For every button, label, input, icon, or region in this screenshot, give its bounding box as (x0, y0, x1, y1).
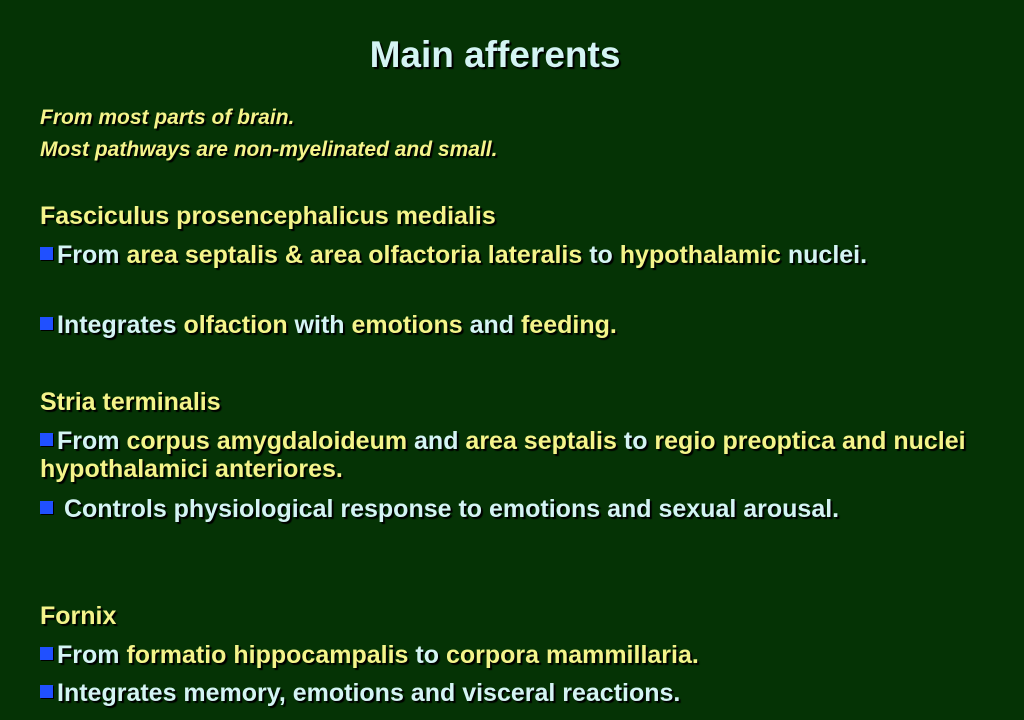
bullet-item (40, 427, 990, 483)
bullet-text: with (287, 311, 352, 339)
bullet-text: to (616, 427, 655, 455)
square-bullet-icon (40, 685, 53, 698)
bullet-text-highlight: area septalis (465, 427, 617, 455)
bullet-item (40, 241, 990, 269)
bullet-text: Integrates memory, emotions and visceral reactions. (57, 679, 681, 707)
bullet-text: Controls physiological response to emotions and sexual arousal. (57, 495, 840, 523)
intro-line-2: Most pathways are non-myelinated and small. (40, 138, 498, 161)
square-bullet-icon (40, 647, 53, 660)
bullet-text: and (407, 427, 466, 455)
bullet-text-highlight: corpora mammillaria. (445, 641, 699, 669)
bullet-text-highlight: formatio hippocampalis (126, 641, 409, 669)
square-bullet-icon (40, 247, 53, 260)
bullet-text-highlight: corpus amygdaloideum (126, 427, 408, 455)
bullet-item (40, 311, 990, 339)
bullet-text: to (582, 241, 620, 269)
section-heading-fornix: Fornix (40, 602, 117, 630)
bullet-item (40, 641, 990, 669)
bullet-text-highlight: regio preoptica and nuclei hypothalamici anteriores. (40, 427, 966, 483)
bullet-item (40, 495, 990, 523)
bullet-text-highlight: olfaction (183, 311, 288, 339)
section-heading-fasciculus: Fasciculus prosencephalicus medialis (40, 202, 496, 230)
intro-line-1: From most parts of brain. (40, 106, 295, 129)
bullet-text: From (57, 241, 127, 269)
bullet-text-highlight: feeding. (520, 311, 617, 339)
bullet-text: From (57, 427, 127, 455)
bullet-text: to (408, 641, 446, 669)
bullet-text-highlight: emotions (351, 311, 463, 339)
bullet-text: From (57, 641, 127, 669)
bullet-text: and (462, 311, 521, 339)
slide-title: Main afferents (369, 34, 621, 75)
square-bullet-icon (40, 501, 53, 514)
bullet-text: Integrates (57, 311, 184, 339)
square-bullet-icon (40, 433, 53, 446)
square-bullet-icon (40, 317, 53, 330)
bullet-text: nuclei. (780, 241, 868, 269)
bullet-text-highlight: area septalis & area olfactoria lateralis (126, 241, 583, 269)
bullet-item (40, 679, 990, 707)
section-heading-stria-terminalis: Stria terminalis (40, 388, 221, 416)
bullet-text-highlight: hypothalamic (619, 241, 781, 269)
